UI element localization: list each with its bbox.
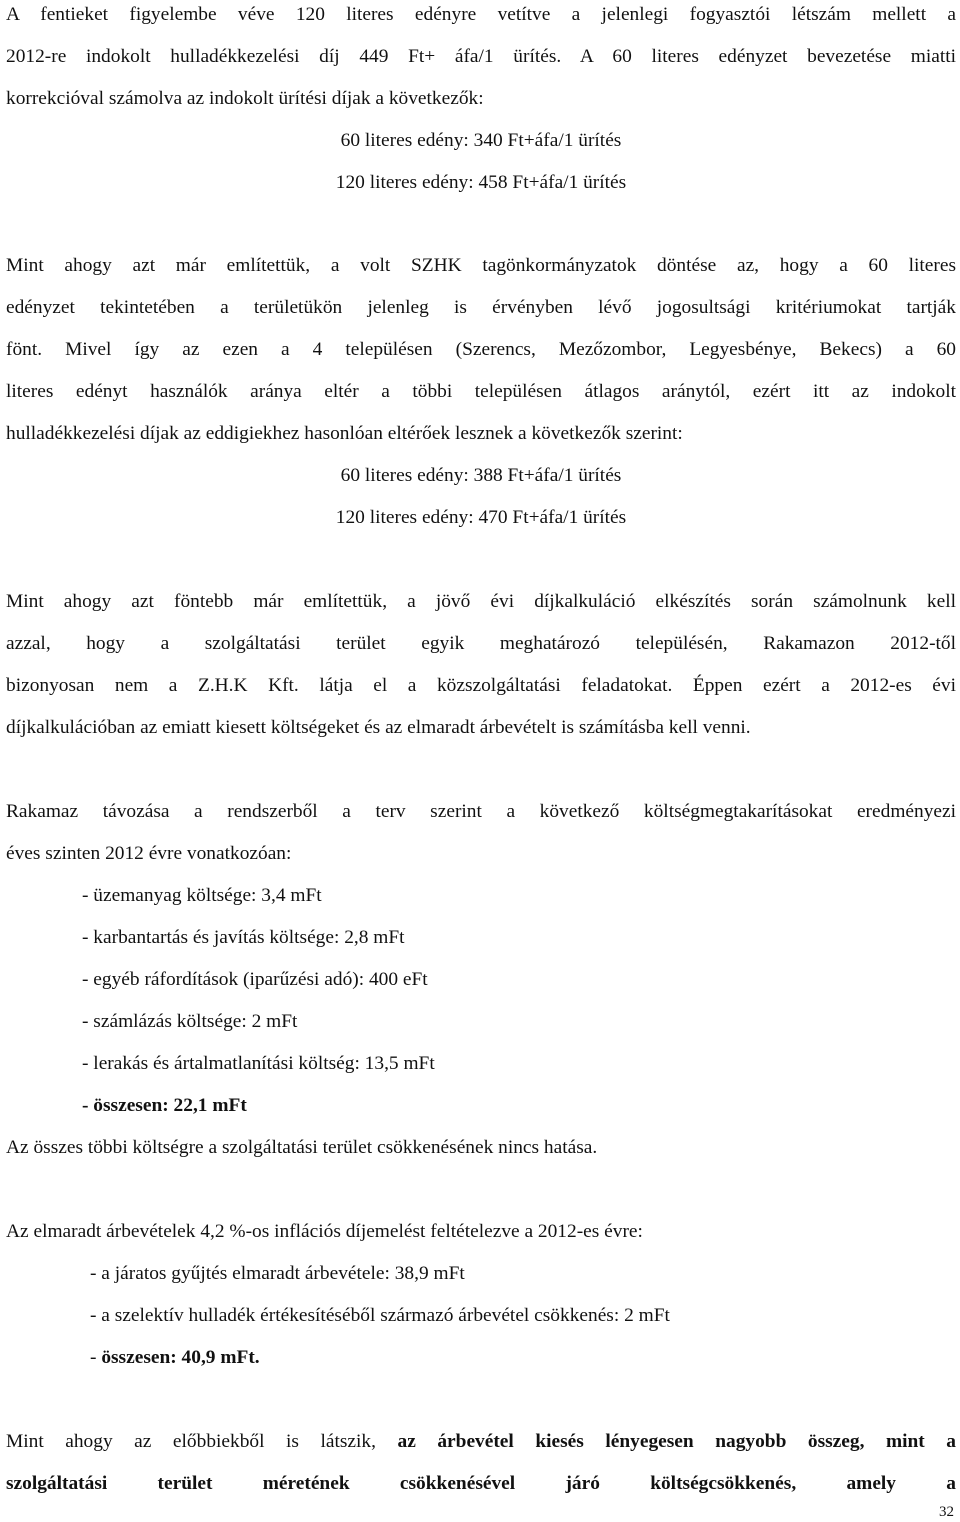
paragraph-3-line-3: bizonyosan nem a Z.H.K Kft. látja el a közszolgáltatási feladatokat. Éppen ezért a 2012-es évi	[6, 675, 956, 696]
paragraph-3-line-1: Mint ahogy azt föntebb már említettük, a jövő évi díjkalkuláció elkészítés során számolnunk kell	[6, 591, 956, 612]
price-120l-special-line: 120 literes edény: 470 Ft+áfa/1 ürítés	[335, 507, 627, 528]
paragraph-1-line-2: 2012-re indokolt hulladékkezelési díj 449 Ft+ áfa/1 ürítés. A 60 literes edényzet bevezetése miatti	[6, 46, 956, 67]
cost-total: - összesen: 22,1 mFt	[82, 1095, 247, 1116]
cost-item-other: - egyéb ráfordítások (iparűzési adó): 400 eFt	[82, 969, 428, 990]
paragraph-2-line-3: fönt. Mivel így az ezen a 4 településen (Szerencs, Mezőzombor, Legyesbénye, Bekecs) a 60	[6, 339, 956, 360]
price-60l-special-line: 60 literes edény: 388 Ft+áfa/1 ürítés	[340, 465, 622, 486]
paragraph-2-line-5: hulladékkezelési díjak az eddigiekhez hasonlóan eltérőek lesznek a következők szerint:	[6, 423, 683, 444]
cost-item-maintenance: - karbantartás és javítás költsége: 2,8 mFt	[82, 927, 405, 948]
revenue-total-value: összesen: 40,9 mFt.	[101, 1347, 260, 1368]
revenue-item-selective: - a szelektív hulladék értékesítéséből származó árbevétel csökkenés: 2 mFt	[90, 1305, 670, 1326]
paragraph-1-line-1: A fentieket figyelembe véve 120 literes edényre vetítve a jelenlegi fogyasztói létszám mellett a	[6, 4, 956, 25]
revenue-item-collection: - a járatos gyűjtés elmaradt árbevétele: 38,9 mFt	[90, 1263, 465, 1284]
paragraph-3-line-2: azzal, hogy a szolgáltatási terület egyik meghatározó településén, Rakamazon 2012-től	[6, 633, 956, 654]
paragraph-6-line-2: szolgáltatási terület méretének csökkenésével járó költségcsökkenés, amely a	[6, 1473, 956, 1494]
revenue-total-dash: -	[90, 1347, 102, 1368]
paragraph-6-line-1-plain: Mint ahogy az előbbiekből is látszik,	[6, 1431, 398, 1452]
paragraph-5-line-1: Az elmaradt árbevételek 4,2 %-os inflációs díjemelést feltételezve a 2012-es évre:	[6, 1221, 643, 1242]
cost-item-fuel: - üzemanyag költsége: 3,4 mFt	[82, 885, 322, 906]
cost-item-disposal: - lerakás és ártalmatlanítási költség: 13,5 mFt	[82, 1053, 435, 1074]
paragraph-3-line-4: díjkalkulációban az emiatt kiesett költségeket és az elmaradt árbevételt is számításba kell venni.	[6, 717, 751, 738]
paragraph-2-line-2: edényzet tekintetében a területükön jelenleg is érvényben lévő jogosultsági kritériumokat tartják	[6, 297, 956, 318]
price-60l-line: 60 literes edény: 340 Ft+áfa/1 ürítés	[340, 130, 622, 151]
paragraph-4-after: Az összes többi költségre a szolgáltatási terület csökkenésének nincs hatása.	[6, 1137, 598, 1158]
price-120l-line: 120 literes edény: 458 Ft+áfa/1 ürítés	[335, 172, 627, 193]
paragraph-2-line-4: literes edényt használók aránya eltér a többi településen átlagos aránytól, ezért itt az indokolt	[6, 381, 956, 402]
cost-item-billing: - számlázás költsége: 2 mFt	[82, 1011, 298, 1032]
paragraph-2-line-1: Mint ahogy azt már említettük, a volt SZHK tagönkormányzatok döntése az, hogy a 60 literes	[6, 255, 956, 276]
paragraph-1-line-3: korrekcióval számolva az indokolt ürítési díjak a következők:	[6, 88, 484, 109]
paragraph-6-line-1-bold: az árbevétel kiesés lényegesen nagyobb összeg, mint a	[397, 1431, 956, 1452]
paragraph-4-line-2: éves szinten 2012 évre vonatkozóan:	[6, 843, 292, 864]
paragraph-6-line-1	[6, 1430, 956, 1454]
revenue-total	[90, 1346, 956, 1370]
page-number: 32	[939, 1504, 954, 1520]
paragraph-4-line-1: Rakamaz távozása a rendszerből a terv szerint a következő költségmegtakarításokat eredményezi	[6, 801, 956, 822]
